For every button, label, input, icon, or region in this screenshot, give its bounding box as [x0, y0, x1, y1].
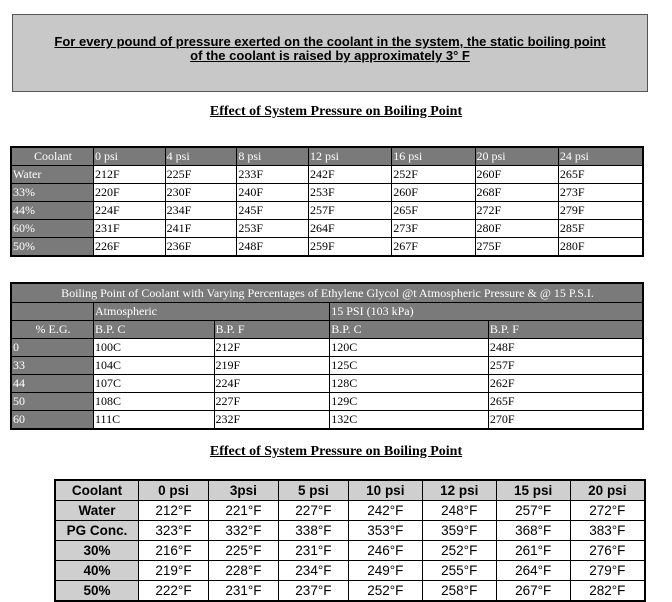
table-cell: 227F — [214, 393, 330, 411]
header-cell: 4 psi — [165, 147, 237, 166]
banner-line-2: of the coolant is raised by approximately 3° F — [190, 48, 470, 63]
table-cell: 267°F — [496, 581, 570, 602]
row-label: 0 — [11, 339, 94, 357]
row-label: 50% — [55, 581, 139, 602]
table-cell: 253F — [308, 184, 391, 202]
table-row — [11, 357, 643, 375]
row-label: 50 — [11, 393, 94, 411]
table-cell: 255°F — [422, 561, 496, 581]
info-banner — [12, 14, 648, 92]
header-cell: Coolant — [55, 480, 139, 501]
table-cell: 225°F — [208, 541, 278, 561]
table-cell: 234°F — [278, 561, 348, 581]
table-cell: 280F — [558, 238, 643, 257]
table-cell: 257F — [488, 357, 643, 375]
table-cell: 236F — [165, 238, 237, 257]
header-cell: 5 psi — [278, 480, 348, 501]
row-label: 50% — [11, 238, 94, 257]
table-cell: 252°F — [348, 581, 422, 602]
table-row — [11, 393, 643, 411]
banner-line-1: For every pound of pressure exerted on the coolant in the system, the static boiling point — [54, 34, 606, 49]
table-cell: 279F — [558, 202, 643, 220]
table-cell: 260F — [392, 184, 475, 202]
table-cell: 128C — [330, 375, 489, 393]
table-cell: 216°F — [139, 541, 209, 561]
group-header-15psi: 15 PSI (103 kPa) — [330, 303, 643, 321]
table-row — [11, 220, 643, 238]
table-cell: 272F — [475, 202, 558, 220]
subheader-row — [11, 321, 643, 339]
table-row — [55, 541, 645, 561]
table-cell: 285F — [558, 220, 643, 238]
table-cell: 212F — [94, 166, 166, 184]
table-cell: 249°F — [348, 561, 422, 581]
table-cell: 280F — [475, 220, 558, 238]
header-cell: B.P. C — [330, 321, 489, 339]
table-cell: 100C — [94, 339, 215, 357]
table-cell: 257F — [308, 202, 391, 220]
pressure-boiling-table-2 — [54, 479, 646, 602]
table-cell: 224F — [94, 202, 166, 220]
header-cell: B.P. C — [94, 321, 215, 339]
table-cell: 221°F — [208, 501, 278, 521]
table-cell: 260F — [475, 166, 558, 184]
table-cell: 212°F — [139, 501, 209, 521]
row-label: 44% — [11, 202, 94, 220]
header-cell: 20 psi — [475, 147, 558, 166]
row-label: 40% — [55, 561, 139, 581]
table-cell: 220F — [94, 184, 166, 202]
header-cell: Coolant — [11, 147, 94, 166]
table-cell: 268F — [475, 184, 558, 202]
table-cell: 108C — [94, 393, 215, 411]
table-cell: 368°F — [496, 521, 570, 541]
table3-title: Effect of System Pressure on Boiling Point — [209, 444, 463, 459]
table-cell: 242F — [308, 166, 391, 184]
table-cell: 227°F — [278, 501, 348, 521]
table-cell: 273F — [392, 220, 475, 238]
table-cell: 282°F — [570, 581, 645, 602]
table-row — [11, 202, 643, 220]
table-cell: 338°F — [278, 521, 348, 541]
table-cell: 234F — [165, 202, 237, 220]
header-cell: 10 psi — [348, 480, 422, 501]
row-label: 44 — [11, 375, 94, 393]
pressure-boiling-table — [10, 146, 644, 257]
table-cell: 276°F — [570, 541, 645, 561]
table-cell: 265F — [558, 166, 643, 184]
table-cell: 270F — [488, 411, 643, 430]
header-cell: % E.G. — [11, 321, 94, 339]
header-cell: 15 psi — [496, 480, 570, 501]
table-cell: 265F — [488, 393, 643, 411]
table-cell: 231°F — [208, 581, 278, 602]
table-row — [55, 501, 645, 521]
header-cell: 20 psi — [570, 480, 645, 501]
table-row — [11, 166, 643, 184]
table-cell: 267F — [392, 238, 475, 257]
table-cell: 132C — [330, 411, 489, 430]
table-cell: 233F — [237, 166, 309, 184]
table-cell: 245F — [237, 202, 309, 220]
table-cell: 212F — [214, 339, 330, 357]
header-cell: 3psi — [208, 480, 278, 501]
table-cell: 265F — [392, 202, 475, 220]
table-cell: 359°F — [422, 521, 496, 541]
row-label: 30% — [55, 541, 139, 561]
table-cell: 242°F — [348, 501, 422, 521]
ethylene-glycol-table — [10, 282, 644, 430]
row-label: Water — [11, 166, 94, 184]
row-label: 60 — [11, 411, 94, 430]
row-label: Water — [55, 501, 139, 521]
table-cell: 107C — [94, 375, 215, 393]
table-row — [11, 411, 643, 430]
header-cell: B.P. F — [214, 321, 330, 339]
table-cell: 232F — [214, 411, 330, 430]
table-caption: Boiling Point of Coolant with Varying Percentages of Ethylene Glycol @t Atmospheric Pressure & @ 15 P.S.I. — [11, 283, 643, 303]
table-cell: 332°F — [208, 521, 278, 541]
table-row — [55, 521, 645, 541]
table-header-row — [11, 147, 643, 166]
header-cell: B.P. F — [488, 321, 643, 339]
table-cell: 272°F — [570, 501, 645, 521]
table-cell: 120C — [330, 339, 489, 357]
table-cell: 323°F — [139, 521, 209, 541]
table-cell: 257°F — [496, 501, 570, 521]
table-cell: 383°F — [570, 521, 645, 541]
table1-title: Effect of System Pressure on Boiling Point — [209, 104, 463, 119]
table-cell: 129C — [330, 393, 489, 411]
table-row — [11, 339, 643, 357]
table-cell: 240F — [237, 184, 309, 202]
table-cell: 258°F — [422, 581, 496, 602]
table-cell: 248°F — [422, 501, 496, 521]
header-cell: 0 psi — [139, 480, 209, 501]
table-cell: 219°F — [139, 561, 209, 581]
table-cell: 219F — [214, 357, 330, 375]
table-cell: 261°F — [496, 541, 570, 561]
table-row — [55, 561, 645, 581]
table-cell: 125C — [330, 357, 489, 375]
table-cell: 104C — [94, 357, 215, 375]
table-cell: 262F — [488, 375, 643, 393]
table-cell: 222°F — [139, 581, 209, 602]
table-row — [11, 238, 643, 257]
table-cell: 264°F — [496, 561, 570, 581]
table-cell: 248F — [237, 238, 309, 257]
table-cell: 111C — [94, 411, 215, 430]
table-cell: 353°F — [348, 521, 422, 541]
table-cell: 275F — [475, 238, 558, 257]
header-cell — [11, 303, 94, 321]
table-cell: 231F — [94, 220, 166, 238]
table-row — [11, 375, 643, 393]
table-cell: 237°F — [278, 581, 348, 602]
row-label: 33% — [11, 184, 94, 202]
header-cell: 24 psi — [558, 147, 643, 166]
table-cell: 231°F — [278, 541, 348, 561]
table-cell: 224F — [214, 375, 330, 393]
table-cell: 228°F — [208, 561, 278, 581]
header-cell: 12 psi — [308, 147, 391, 166]
table-cell: 279°F — [570, 561, 645, 581]
table-cell: 264F — [308, 220, 391, 238]
table-cell: 259F — [308, 238, 391, 257]
group-header-row — [11, 303, 643, 321]
table-cell: 241F — [165, 220, 237, 238]
header-cell: 16 psi — [392, 147, 475, 166]
header-cell: 0 psi — [94, 147, 166, 166]
row-label: 33 — [11, 357, 94, 375]
table-header-row — [55, 480, 645, 501]
table-cell: 226F — [94, 238, 166, 257]
table-row — [55, 581, 645, 602]
row-label: 60% — [11, 220, 94, 238]
header-cell: 8 psi — [237, 147, 309, 166]
table-cell: 253F — [237, 220, 309, 238]
header-cell: 12 psi — [422, 480, 496, 501]
table-row — [11, 184, 643, 202]
table-cell: 252°F — [422, 541, 496, 561]
table-cell: 248F — [488, 339, 643, 357]
table-cell: 230F — [165, 184, 237, 202]
table-cell: 246°F — [348, 541, 422, 561]
group-header-atmospheric: Atmospheric — [94, 303, 330, 321]
row-label: PG Conc. — [55, 521, 139, 541]
table-cell: 273F — [558, 184, 643, 202]
caption-row — [11, 283, 643, 303]
table-cell: 252F — [392, 166, 475, 184]
table-cell: 225F — [165, 166, 237, 184]
